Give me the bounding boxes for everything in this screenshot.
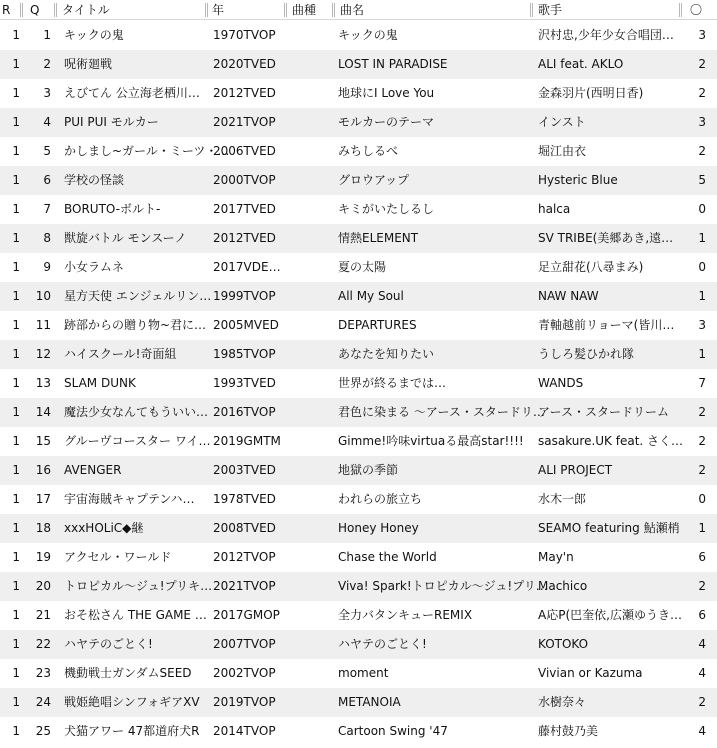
table-row[interactable] — [0, 79, 717, 108]
cell-artist: halca — [538, 202, 571, 216]
column-resize-handle[interactable] — [530, 3, 533, 17]
cell-q: 21 — [35, 608, 51, 622]
cell-song: 全力バタンキューREMIX — [338, 608, 473, 622]
cell-q: 4 — [43, 115, 51, 129]
cell-q: 24 — [35, 695, 51, 709]
cell-r: 1 — [12, 231, 20, 245]
cell-title: 呪術廻戦 — [64, 57, 113, 71]
column-resize-handle[interactable] — [284, 3, 287, 17]
cell-title: AVENGER — [64, 463, 122, 477]
table-row[interactable] — [0, 717, 717, 746]
cell-year: 2014TVOP — [213, 724, 276, 738]
cell-circle: 4 — [698, 637, 706, 651]
cell-q: 1 — [43, 28, 51, 42]
table-row[interactable] — [0, 166, 717, 195]
column-header-song[interactable]: 曲名 — [340, 3, 365, 17]
table-row[interactable] — [0, 688, 717, 717]
column-header-year[interactable]: 年 — [212, 3, 225, 17]
cell-song: 情熱ELEMENT — [338, 231, 419, 245]
table-row[interactable] — [0, 253, 717, 282]
cell-artist: ALI PROJECT — [538, 463, 613, 477]
cell-year: 2012TVED — [213, 231, 276, 245]
cell-year: 2021TVOP — [213, 115, 276, 129]
cell-title: 獣旋バトル モンスーノ — [64, 231, 187, 245]
cell-year: 2017TVED — [213, 202, 276, 216]
cell-circle: 2 — [698, 144, 706, 158]
cell-circle: 0 — [698, 202, 706, 216]
cell-year: 2017VDE… — [213, 260, 281, 274]
table-row[interactable] — [0, 659, 717, 688]
cell-title: 戦姫絶唱シンフォギアXV — [64, 695, 200, 709]
cell-circle: 5 — [698, 173, 706, 187]
cell-song: キックの鬼 — [338, 28, 398, 42]
cell-year: 1970TVOP — [213, 28, 276, 42]
cell-r: 1 — [12, 28, 20, 42]
cell-circle: 1 — [698, 521, 706, 535]
cell-artist: 沢村忠,少年少女合唱団… — [538, 28, 674, 42]
cell-circle: 2 — [698, 86, 706, 100]
cell-circle: 2 — [698, 434, 706, 448]
cell-q: 8 — [43, 231, 51, 245]
cell-song: グロウアップ — [338, 173, 410, 187]
cell-q: 20 — [35, 579, 51, 593]
column-header-circle[interactable]: 〇 — [690, 3, 703, 17]
table-row[interactable] — [0, 224, 717, 253]
cell-song: moment — [338, 666, 389, 680]
cell-title: アクセル・ワールド — [64, 550, 172, 564]
cell-title: BORUTO-ボルト- — [64, 202, 161, 216]
cell-artist: Vivian or Kazuma — [538, 666, 643, 680]
column-header-r[interactable]: R — [2, 3, 11, 17]
cell-q: 15 — [35, 434, 51, 448]
cell-year: 2005MVED — [213, 318, 279, 332]
cell-song: Cartoon Swing '47 — [338, 724, 448, 738]
cell-title: かしまし~ガール・ミーツ・… — [64, 144, 230, 158]
cell-r: 1 — [12, 289, 20, 303]
cell-circle: 6 — [698, 550, 706, 564]
table-row[interactable] — [0, 514, 717, 543]
cell-year: 2006TVED — [213, 144, 276, 158]
column-header-artist[interactable]: 歌手 — [538, 3, 563, 17]
cell-year: 2020TVED — [213, 57, 276, 71]
cell-artist: 足立甜花(八尋まみ) — [538, 260, 644, 274]
cell-artist: KOTOKO — [538, 637, 589, 651]
cell-song: Honey Honey — [338, 521, 419, 535]
cell-title: SLAM DUNK — [64, 376, 136, 390]
cell-year: 2003TVED — [213, 463, 276, 477]
cell-r: 1 — [12, 521, 20, 535]
cell-song: キミがいたしるし — [338, 202, 435, 216]
cell-artist: SV TRIBE(美郷あき,遠… — [538, 231, 674, 245]
cell-circle: 2 — [698, 579, 706, 593]
table-row[interactable] — [0, 485, 717, 514]
cell-title: 宇宙海賊キャプテンハ… — [64, 492, 195, 506]
cell-r: 1 — [12, 695, 20, 709]
cell-title: キックの鬼 — [64, 28, 124, 42]
cell-circle: 4 — [698, 666, 706, 680]
table-row[interactable] — [0, 427, 717, 456]
cell-q: 10 — [35, 289, 51, 303]
cell-r: 1 — [12, 463, 20, 477]
cell-artist: WANDS — [538, 376, 584, 390]
cell-r: 1 — [12, 115, 20, 129]
cell-r: 1 — [12, 144, 20, 158]
table-row[interactable] — [0, 108, 717, 137]
cell-r: 1 — [12, 492, 20, 506]
cell-year: 1985TVOP — [213, 347, 276, 361]
column-header-q[interactable]: Q — [30, 3, 40, 17]
table-row[interactable] — [0, 630, 717, 659]
cell-year: 2021TVOP — [213, 579, 276, 593]
cell-title: えびてん 公立海老栖川… — [64, 86, 200, 100]
cell-q: 7 — [43, 202, 51, 216]
cell-title: 学校の怪談 — [64, 173, 125, 187]
cell-year: 2000TVOP — [213, 173, 276, 187]
cell-song: みちしるべ — [338, 144, 399, 158]
cell-circle: 2 — [698, 463, 706, 477]
column-header-genre[interactable]: 曲種 — [292, 3, 317, 17]
cell-year: 1978TVED — [213, 492, 276, 506]
cell-title: ハヤテのごとく! — [64, 637, 153, 651]
cell-circle: 2 — [698, 405, 706, 419]
cell-song: Chase the World — [338, 550, 437, 564]
cell-song: われらの旅立ち — [338, 492, 423, 506]
cell-year: 2008TVED — [213, 521, 276, 535]
cell-circle: 2 — [698, 695, 706, 709]
cell-title: 犬猫アワー 47都道府犬R — [64, 724, 200, 738]
cell-year: 2007TVOP — [213, 637, 276, 651]
cell-r: 1 — [12, 637, 20, 651]
cell-circle: 3 — [698, 28, 706, 42]
cell-r: 1 — [12, 86, 20, 100]
cell-artist: インスト — [538, 115, 586, 129]
cell-title: 星方天使 エンジェルリン… — [64, 289, 212, 303]
cell-artist: NAW NAW — [538, 289, 599, 303]
cell-title: 跡部からの贈り物~君に… — [64, 318, 207, 332]
table-row[interactable] — [0, 369, 717, 398]
cell-circle: 1 — [698, 347, 706, 361]
cell-r: 1 — [12, 405, 20, 419]
cell-q: 5 — [43, 144, 51, 158]
cell-r: 1 — [12, 57, 20, 71]
table-header — [0, 0, 717, 20]
cell-year: 1993TVED — [213, 376, 276, 390]
cell-q: 9 — [43, 260, 51, 274]
cell-circle: 3 — [698, 318, 706, 332]
cell-q: 19 — [35, 550, 51, 564]
cell-year: 2012TVOP — [213, 550, 276, 564]
cell-q: 16 — [35, 463, 51, 477]
cell-q: 22 — [35, 637, 51, 651]
column-resize-handle[interactable] — [332, 3, 335, 17]
cell-r: 1 — [12, 666, 20, 680]
cell-song: LOST IN PARADISE — [338, 57, 448, 71]
cell-circle: 4 — [698, 724, 706, 738]
cell-circle: 0 — [698, 492, 706, 506]
cell-q: 14 — [35, 405, 51, 419]
cell-song: 君色に染まる ～アース・スタードリ… — [338, 405, 545, 419]
cell-q: 2 — [43, 57, 51, 71]
cell-circle: 2 — [698, 57, 706, 71]
cell-title: トロピカル～ジュ!プリキ… — [64, 579, 213, 593]
table-row[interactable] — [0, 21, 717, 50]
cell-title: ハイスクール!奇面組 — [64, 347, 177, 361]
cell-title: おそ松さん THE GAME … — [64, 608, 207, 622]
column-resize-handle[interactable] — [20, 3, 23, 17]
cell-title: グルーヴコースター ワイ… — [64, 434, 211, 448]
cell-r: 1 — [12, 376, 20, 390]
cell-song: 夏の太陽 — [338, 260, 387, 274]
cell-artist: 金森羽片(西明日香) — [538, 86, 644, 100]
cell-artist: ALI feat. AKLO — [538, 57, 624, 71]
cell-song: Gimme!吟味virtuaる最高star!!!! — [338, 434, 524, 448]
column-header-title[interactable]: タイトル — [62, 3, 110, 17]
cell-q: 23 — [35, 666, 51, 680]
cell-artist: 水樹奈々 — [538, 695, 587, 709]
cell-r: 1 — [12, 173, 20, 187]
cell-artist: 堀江由衣 — [538, 144, 587, 158]
cell-q: 11 — [35, 318, 51, 332]
cell-artist: sasakure.UK feat. さく… — [538, 434, 684, 448]
cell-q: 13 — [35, 376, 51, 390]
table-row[interactable] — [0, 50, 717, 79]
cell-artist: 水木一郎 — [538, 492, 587, 506]
table-row[interactable] — [0, 340, 717, 369]
cell-artist: Hysteric Blue — [538, 173, 618, 187]
cell-circle: 1 — [698, 231, 706, 245]
cell-q: 25 — [35, 724, 51, 738]
cell-circle: 3 — [698, 115, 706, 129]
cell-year: 2002TVOP — [213, 666, 276, 680]
table-row[interactable] — [0, 195, 717, 224]
table-row[interactable] — [0, 601, 717, 630]
cell-song: Viva! Spark!トロピカル～ジュ!プリ… — [338, 579, 548, 593]
column-resize-handle[interactable] — [679, 3, 682, 17]
cell-circle: 0 — [698, 260, 706, 274]
cell-song: All My Soul — [338, 289, 404, 303]
cell-artist: A応P(巴奎依,広瀬ゆうき… — [538, 608, 682, 622]
cell-q: 18 — [35, 521, 51, 535]
cell-song: DEPARTURES — [338, 318, 417, 332]
cell-r: 1 — [12, 434, 20, 448]
table-row[interactable] — [0, 456, 717, 485]
column-resize-handle[interactable] — [54, 3, 57, 17]
cell-r: 1 — [12, 608, 20, 622]
cell-song: METANOIA — [338, 695, 401, 709]
cell-year: 2019GMTM — [213, 434, 281, 448]
table-row[interactable] — [0, 282, 717, 311]
cell-artist: アース・スタードリーム — [538, 405, 670, 419]
cell-artist: SEAMO featuring 鮎瀬梢 — [538, 521, 680, 535]
cell-r: 1 — [12, 550, 20, 564]
cell-circle: 6 — [698, 608, 706, 622]
cell-artist: May'n — [538, 550, 574, 564]
cell-circle: 1 — [698, 289, 706, 303]
cell-song: 地獄の季節 — [338, 463, 399, 477]
cell-artist: Machico — [538, 579, 588, 593]
cell-artist: うしろ髪ひかれ隊 — [538, 347, 635, 361]
cell-song: 地球にI Love You — [338, 86, 435, 100]
cell-r: 1 — [12, 202, 20, 216]
cell-year: 2012TVED — [213, 86, 276, 100]
cell-title: 魔法少女なんてもういい… — [64, 405, 209, 419]
cell-year: 2016TVOP — [213, 405, 276, 419]
cell-r: 1 — [12, 724, 20, 738]
cell-q: 17 — [35, 492, 51, 506]
table-row[interactable] — [0, 398, 717, 427]
cell-r: 1 — [12, 347, 20, 361]
cell-year: 2017GMOP — [213, 608, 280, 622]
cell-song: 世界が終るまでは… — [338, 376, 447, 390]
cell-song: あなたを知りたい — [338, 347, 435, 361]
cell-circle: 7 — [698, 376, 706, 390]
cell-year: 2019TVOP — [213, 695, 276, 709]
cell-r: 1 — [12, 260, 20, 274]
column-resize-handle[interactable] — [205, 3, 208, 17]
cell-q: 6 — [43, 173, 51, 187]
cell-artist: 藤村鼓乃美 — [538, 724, 599, 738]
cell-song: モルカーのテーマ — [338, 115, 435, 129]
table-row[interactable] — [0, 137, 717, 166]
cell-r: 1 — [12, 318, 20, 332]
table-row[interactable] — [0, 543, 717, 572]
cell-title: 小女ラムネ — [64, 260, 124, 274]
cell-q: 3 — [43, 86, 51, 100]
table-row[interactable] — [0, 572, 717, 601]
cell-title: 機動戦士ガンダムSEED — [64, 666, 192, 680]
cell-song: ハヤテのごとく! — [338, 637, 427, 651]
table-row[interactable] — [0, 311, 717, 340]
cell-q: 12 — [35, 347, 51, 361]
cell-year: 1999TVOP — [213, 289, 276, 303]
cell-artist: 青軸越前リョーマ(皆川… — [538, 318, 675, 332]
cell-r: 1 — [12, 579, 20, 593]
cell-title: xxxHOLiC◆継 — [64, 521, 144, 535]
cell-title: PUI PUI モルカー — [64, 115, 159, 129]
